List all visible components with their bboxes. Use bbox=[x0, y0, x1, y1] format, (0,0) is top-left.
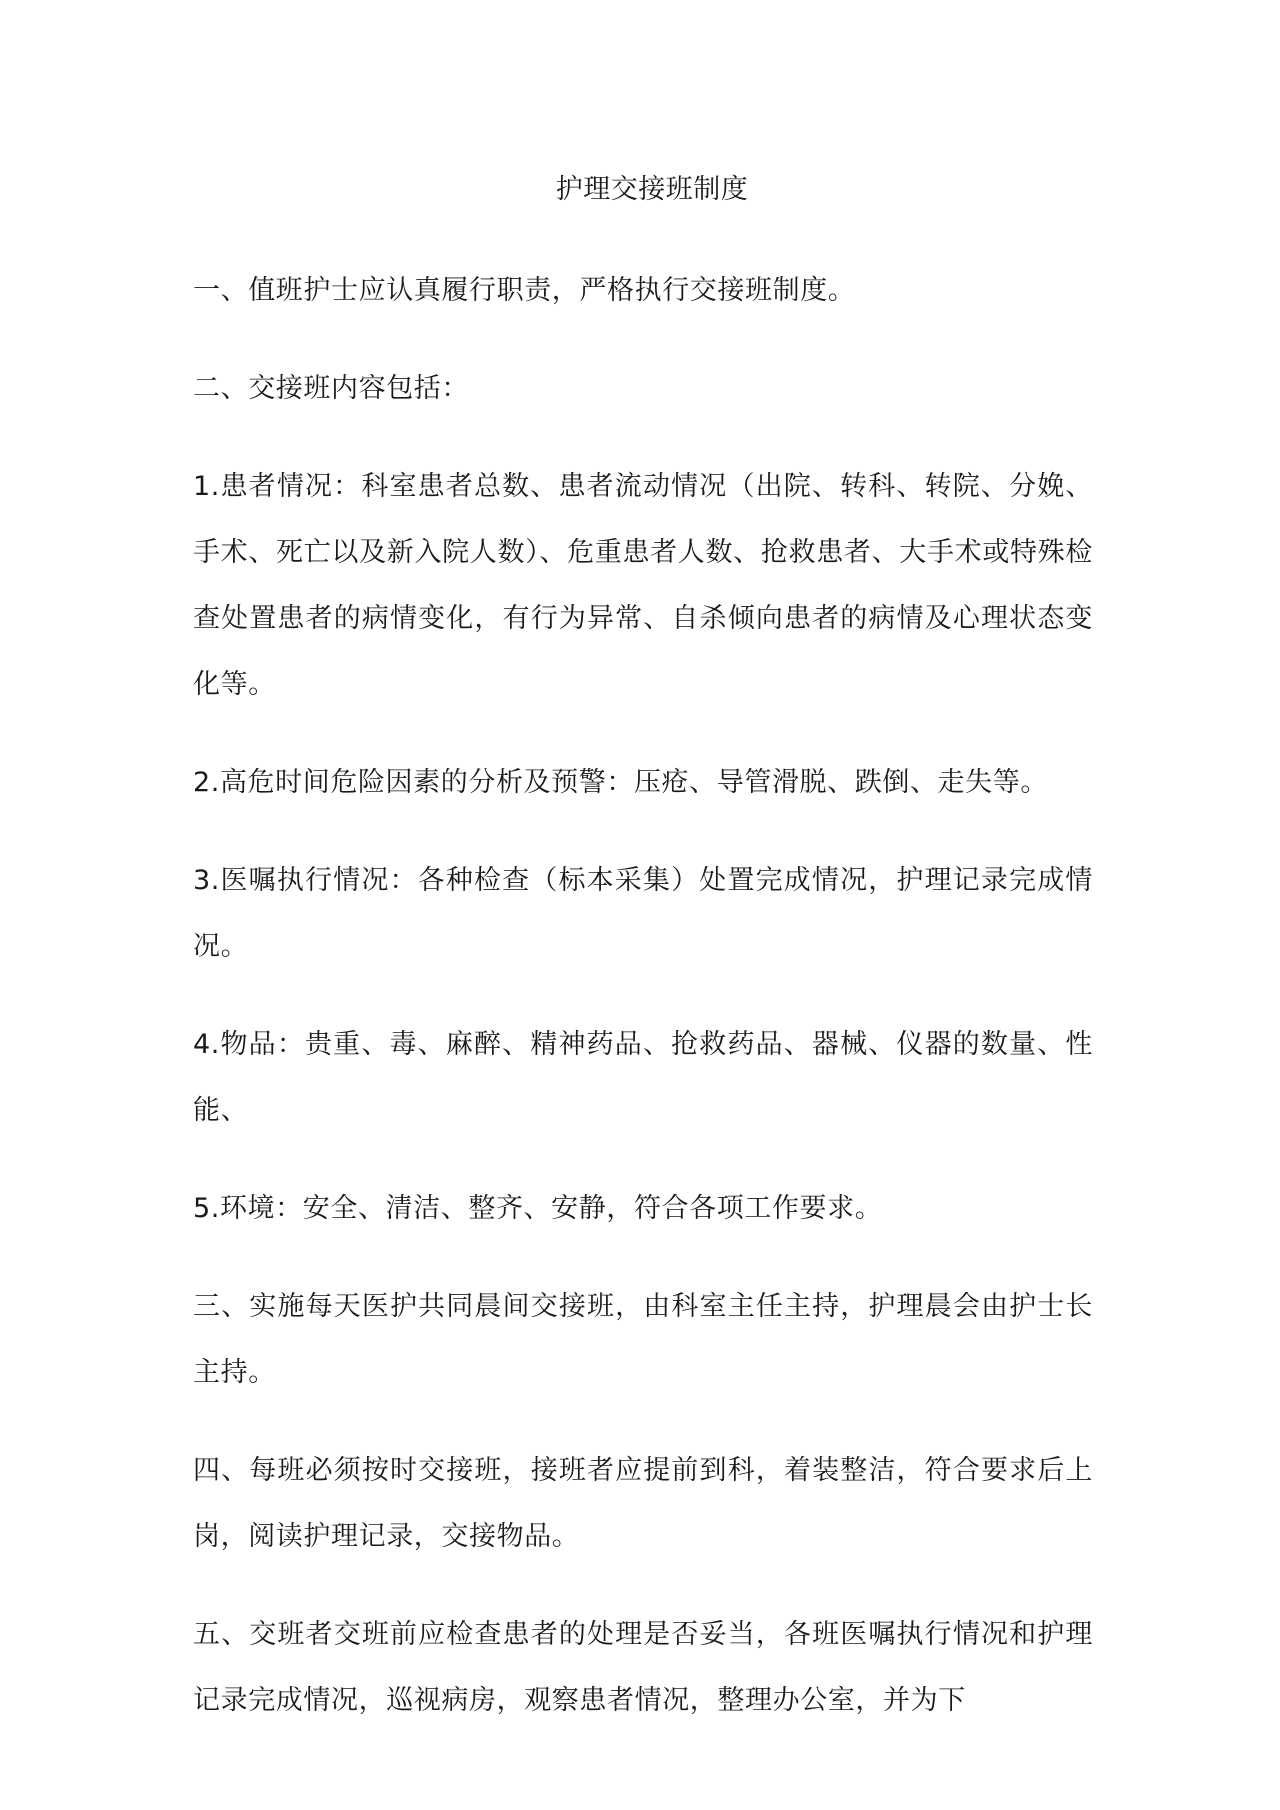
paragraph-morning-handover: 三、实施每天医护共同晨间交接班，由科室主任主持，护理晨会由护士长主持。 bbox=[193, 1291, 1093, 1388]
paragraph-risk-factors: 2.高危时间危险因素的分析及预警：压疮、导管滑脱、跌倒、走失等。 bbox=[193, 767, 1048, 798]
paragraph-environment: 5.环境：安全、清洁、整齐、安静，符合各项工作要求。 bbox=[193, 1193, 883, 1224]
paragraph-pre-handover-check: 五、交班者交班前应检查患者的处理是否妥当，各班医嘱执行情况和护理记录完成情况，巡视病房，观察患者情况，整理办公室，并为下 bbox=[193, 1619, 1093, 1716]
document-body bbox=[193, 160, 1093, 1766]
paragraph-handover-contents: 二、交接班内容包括： bbox=[193, 373, 469, 404]
paragraph-on-time-handover: 四、每班必须按时交接班，接班者应提前到科，着装整洁，符合要求后上岗，阅读护理记录，交接物品。 bbox=[193, 1455, 1093, 1552]
paragraph-patient-status: 1.患者情况：科室患者总数、患者流动情况（出院、转科、转院、分娩、手术、死亡以及新入院人数）、危重患者人数、抢救患者、大手术或特殊检查处置患者的病情变化，有行为异常、自杀倾向患者的病情及心理状态变化等。 bbox=[193, 471, 1093, 700]
paragraph-supplies: 4.物品：贵重、毒、麻醉、精神药品、抢救药品、器械、仪器的数量、性能、 bbox=[193, 1029, 1093, 1126]
paragraph-orders-execution: 3.医嘱执行情况：各种检查（标本采集）处置完成情况，护理记录完成情况。 bbox=[193, 865, 1093, 962]
document-title: 护理交接班制度 bbox=[555, 174, 749, 205]
paragraph-duty: 一、值班护士应认真履行职责，严格执行交接班制度。 bbox=[193, 275, 856, 306]
